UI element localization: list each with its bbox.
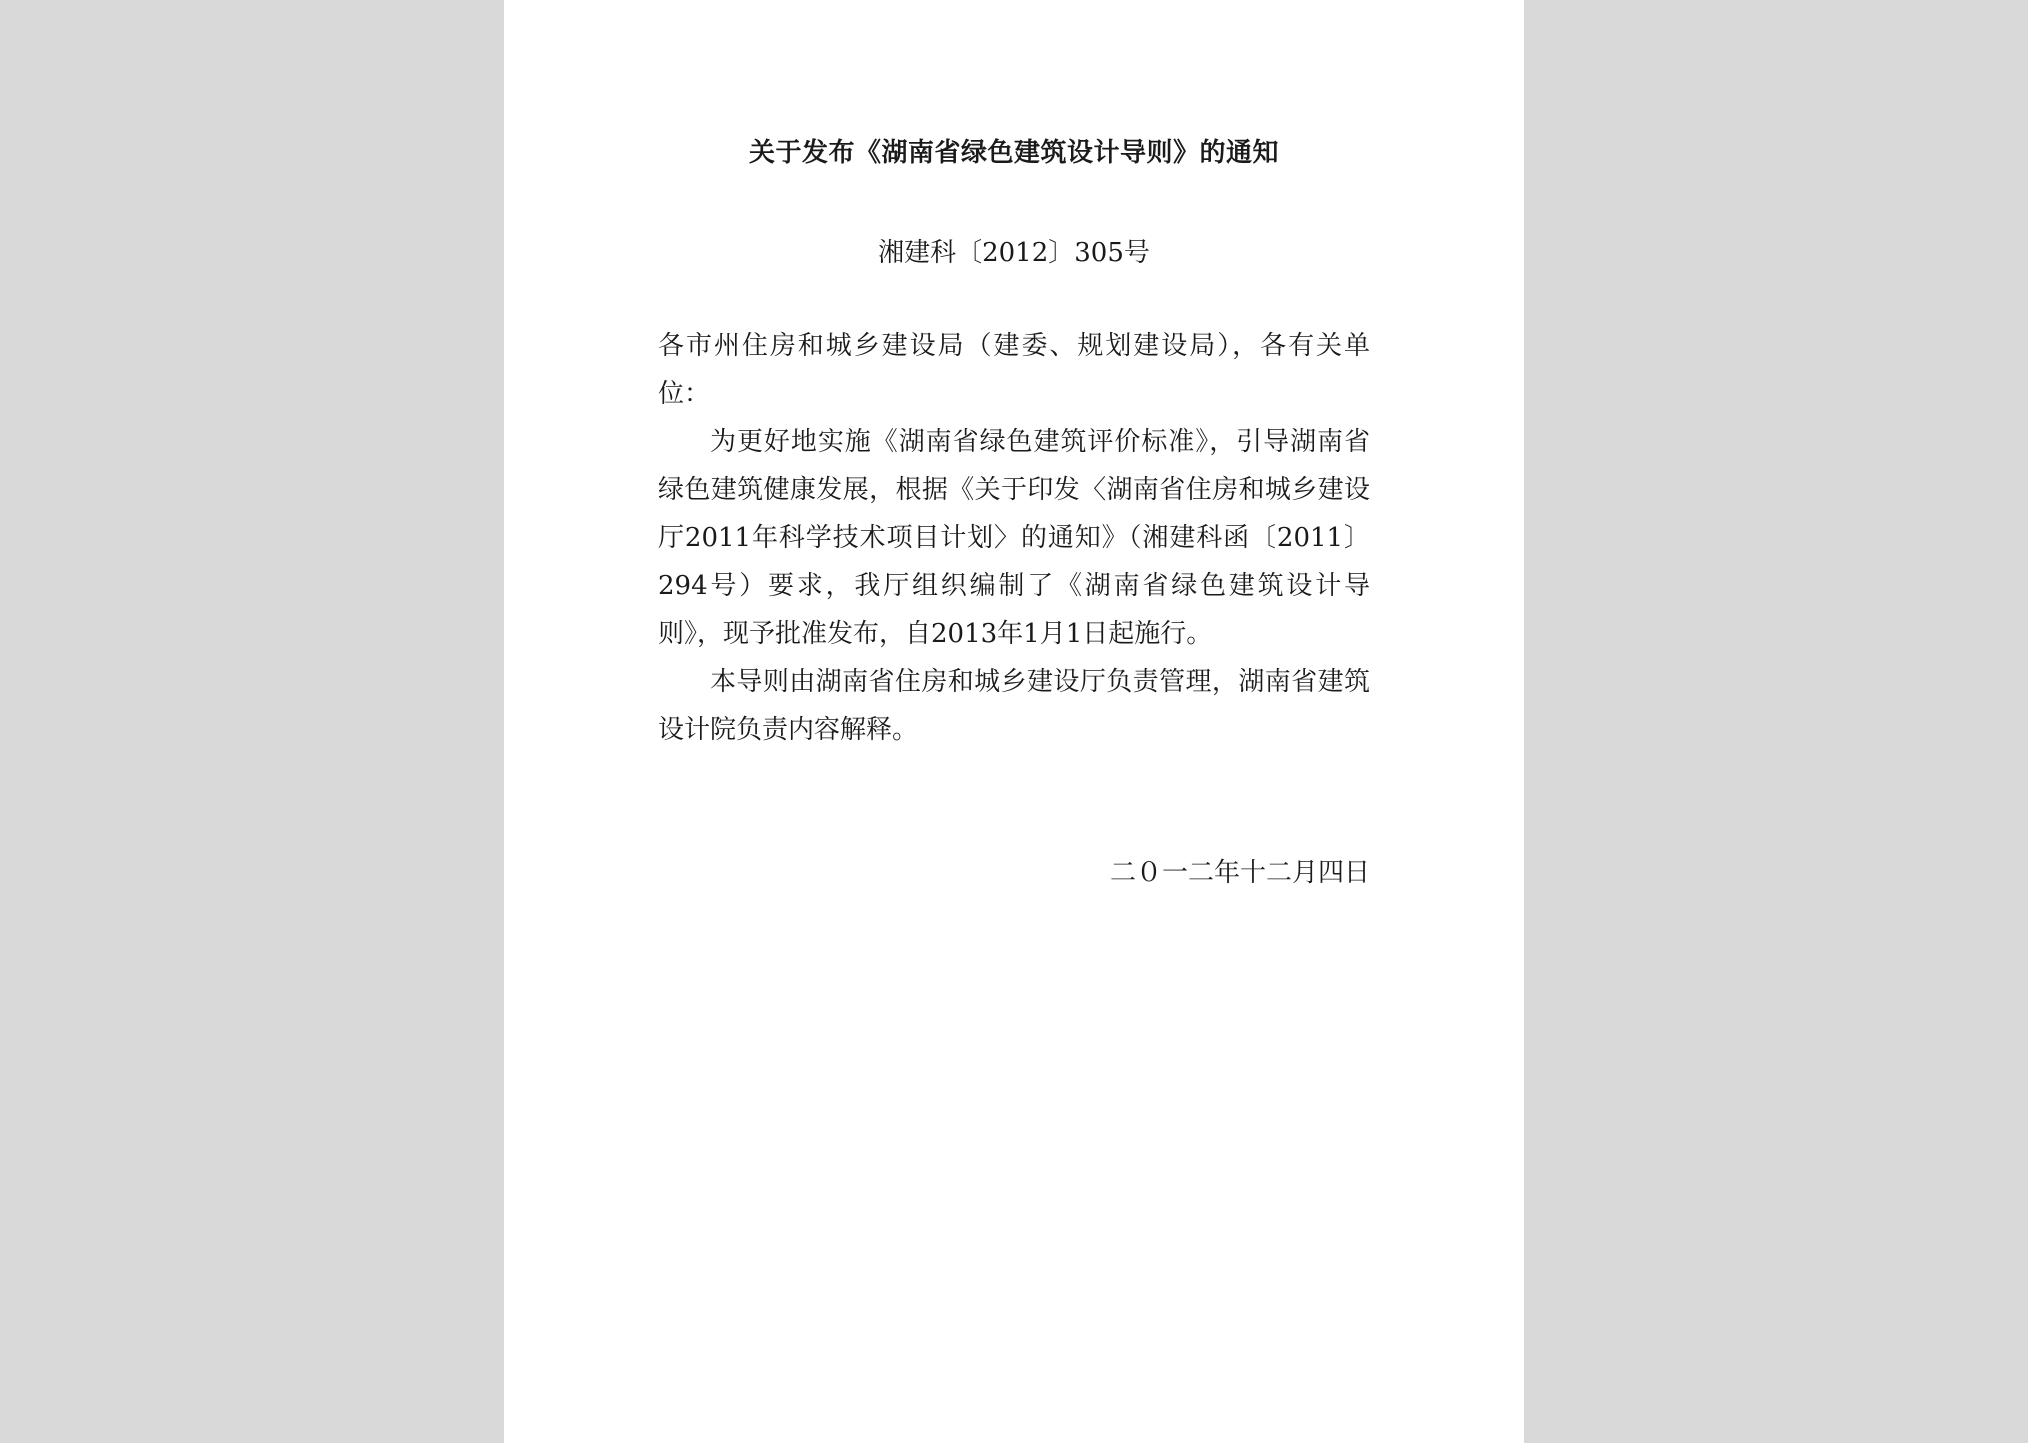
document-number: 湘建科〔2012〕305号 (878, 238, 1150, 268)
issue-date: 二０一二年十二月四日 (1109, 858, 1370, 888)
addressee: 各市州住房和城乡建设局（建委、规划建设局），各有关单位： (658, 331, 1370, 409)
paragraph-1: 为更好地实施《湖南省绿色建筑评价标准》，引导湖南省绿色建筑健康发展，根据《关于印发〈湖南省住房和城乡建设厅2011年科学技术项目计划〉的通知》（湘建科函〔2011〕294号）要求，我厅组织编制了《湖南省绿色建筑设计导则》，现予批准发布，自2013年1月1日起施行。 (658, 427, 1370, 649)
document-title: 关于发布《湖南省绿色建筑设计导则》的通知 (748, 138, 1279, 168)
document-body (658, 322, 1370, 754)
paragraph-2: 本导则由湖南省住房和城乡建设厅负责管理，湖南省建筑设计院负责内容解释。 (658, 667, 1370, 745)
document-page (504, 0, 1524, 1443)
